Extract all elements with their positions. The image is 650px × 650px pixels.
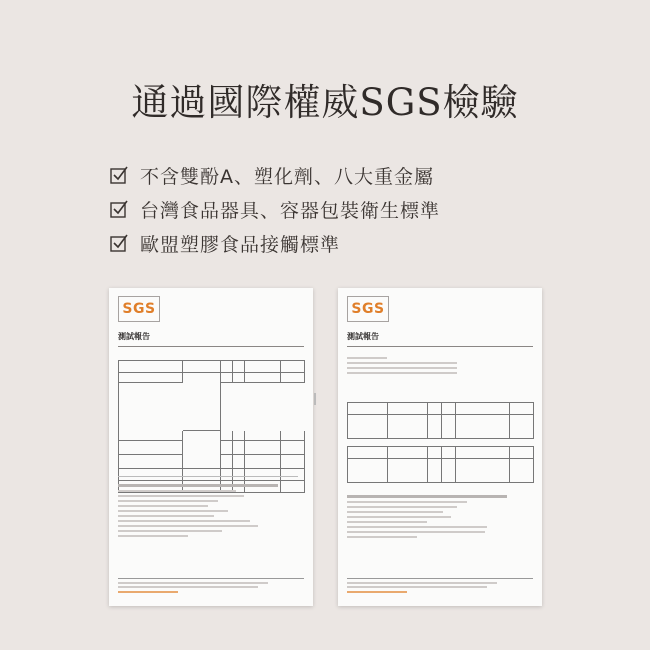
report-title: 測試報告 bbox=[347, 332, 379, 341]
sgs-logo: SGS bbox=[118, 296, 160, 322]
checkbox-checked-icon bbox=[110, 200, 128, 218]
test-results-table bbox=[347, 402, 534, 439]
report-title: 測試報告 bbox=[118, 332, 150, 341]
checklist-item-label: 歐盟塑膠食品接觸標準 bbox=[140, 233, 341, 256]
checklist-item-label: 不含雙酚A、塑化劑、八大重金屬 bbox=[140, 165, 434, 188]
test-results-table bbox=[118, 360, 305, 493]
checkbox-checked-icon bbox=[110, 234, 128, 252]
checklist-item bbox=[110, 226, 440, 260]
notes-section bbox=[347, 492, 507, 541]
sgs-report-right bbox=[338, 288, 542, 606]
divider bbox=[347, 346, 533, 347]
sample-info bbox=[347, 354, 457, 377]
checklist-item bbox=[110, 192, 440, 226]
divider bbox=[314, 393, 316, 405]
page-title: 通過國際權威SGS檢驗 bbox=[131, 81, 519, 124]
sgs-logo: SGS bbox=[347, 296, 389, 322]
test-results-table bbox=[347, 446, 534, 483]
divider bbox=[118, 346, 304, 347]
report-footer bbox=[347, 578, 533, 596]
checklist-item bbox=[110, 158, 440, 192]
checkbox-checked-icon bbox=[110, 166, 128, 184]
sgs-report-left bbox=[109, 288, 313, 606]
feature-checklist bbox=[110, 158, 440, 260]
notes-section bbox=[118, 476, 298, 540]
checklist-item-label: 台灣食品器具、容器包裝衛生標準 bbox=[140, 199, 441, 222]
report-footer bbox=[118, 578, 304, 596]
